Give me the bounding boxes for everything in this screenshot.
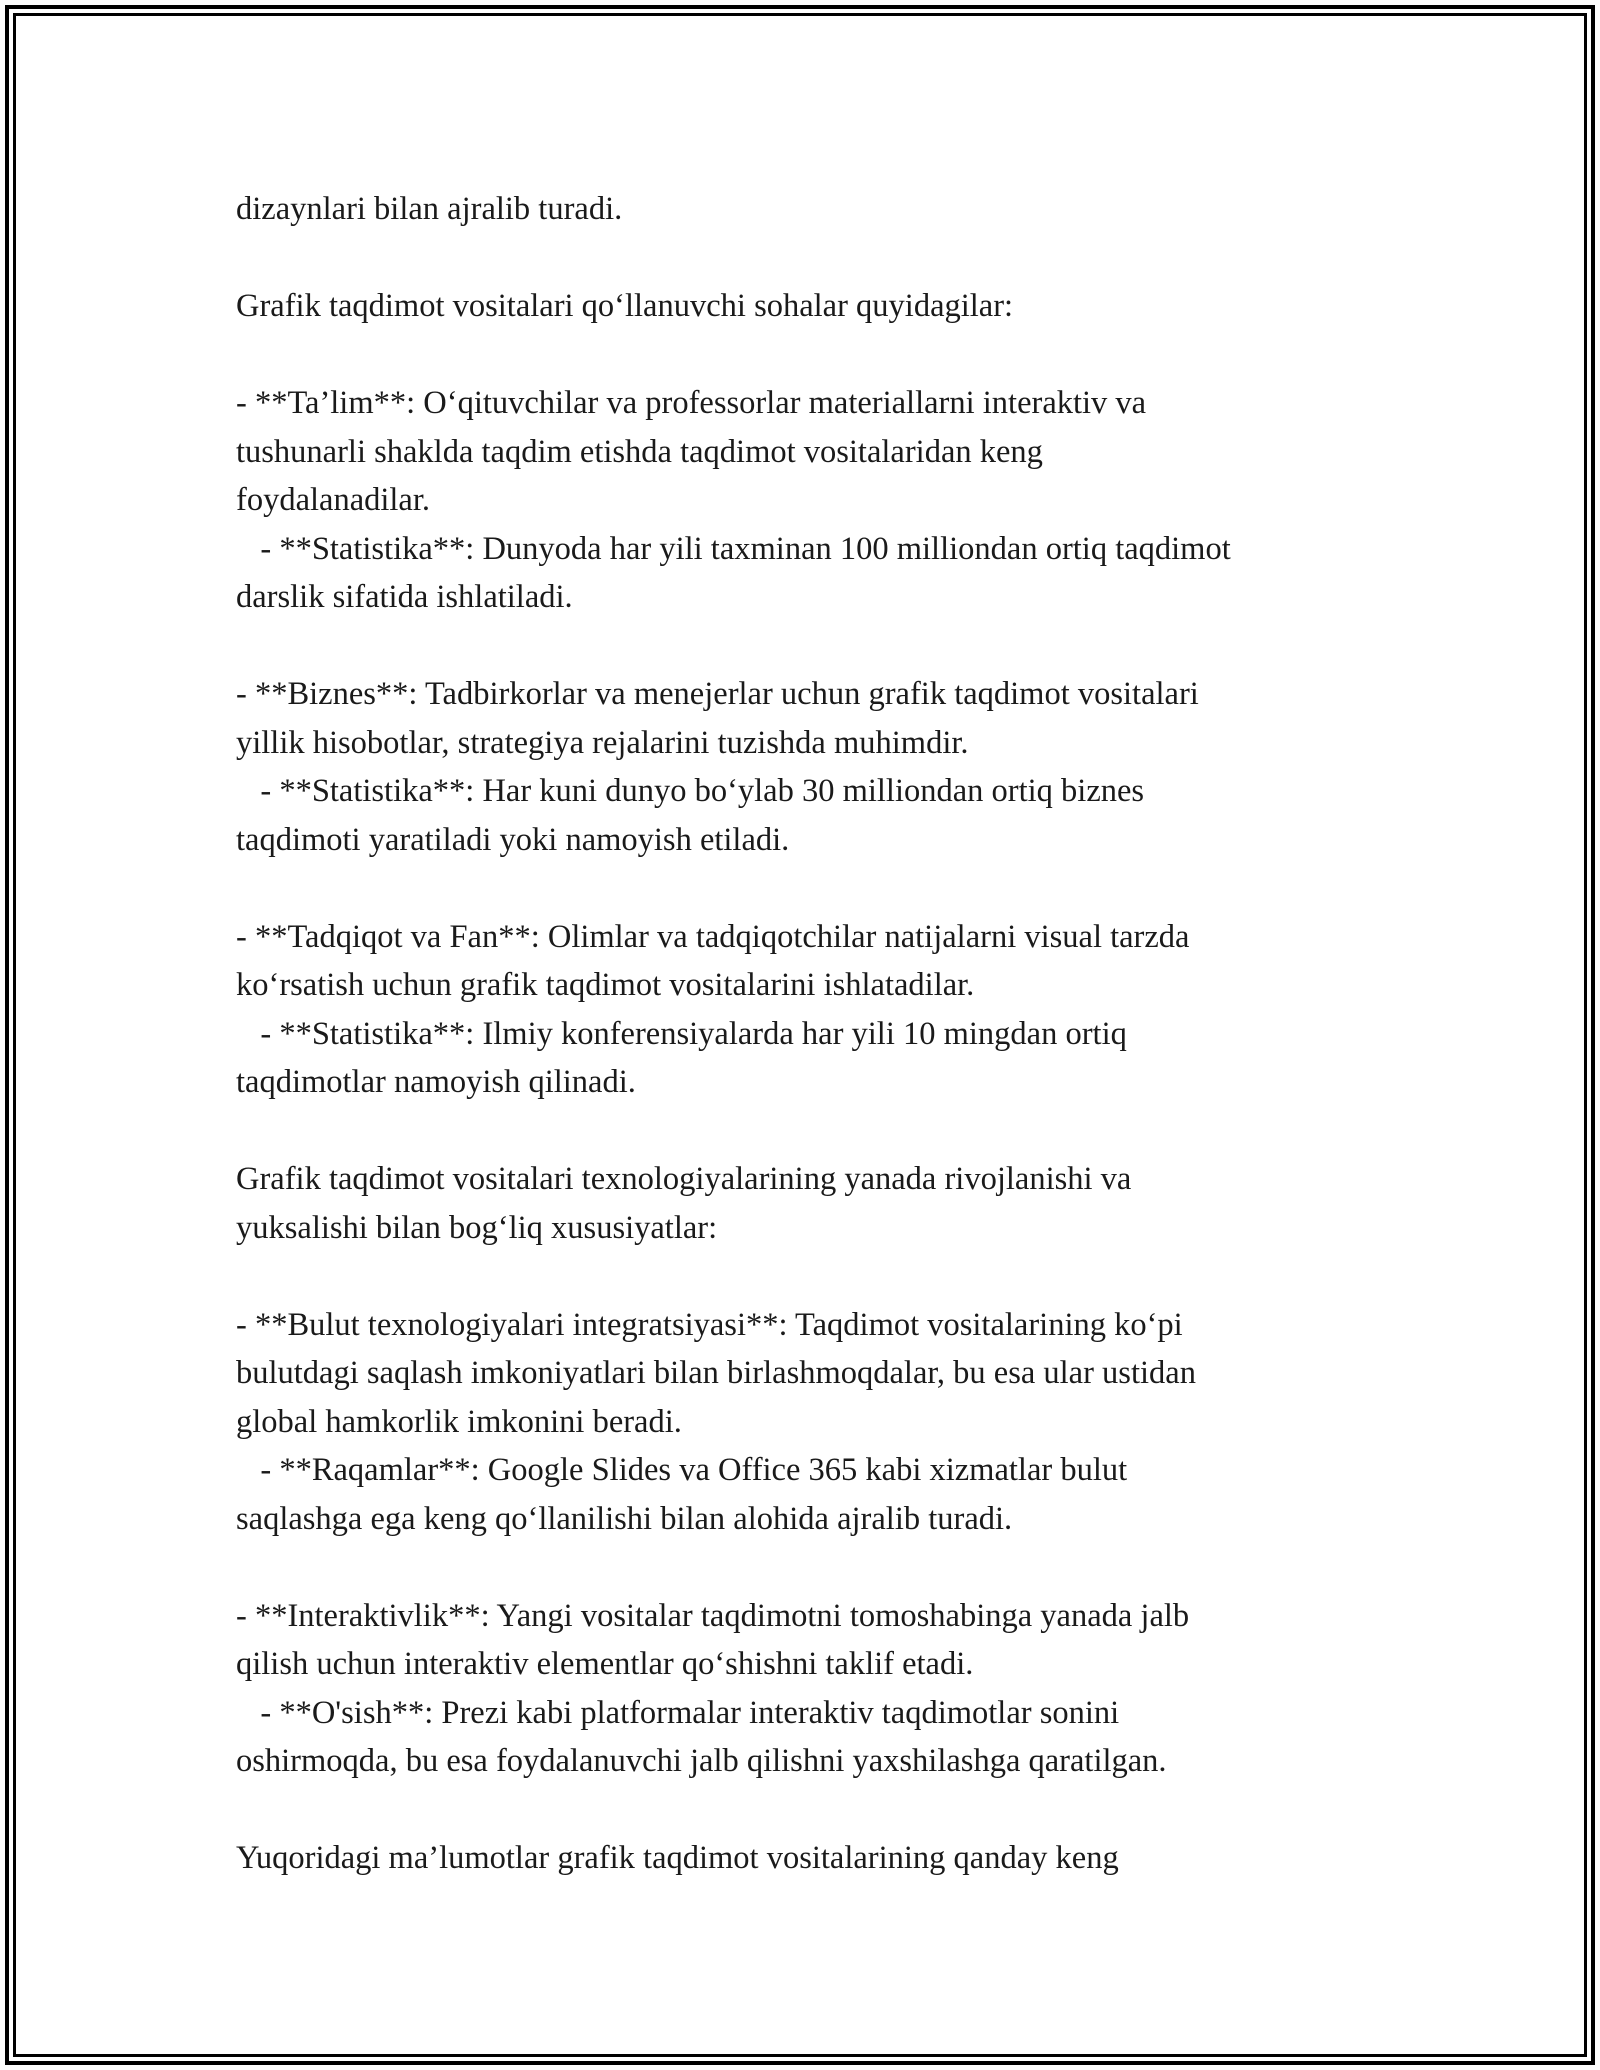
text-line: Yuqoridagi ma’lumotlar grafik taqdimot vositalarining qanday keng — [236, 1840, 1119, 1876]
text-line: dizaynlari bilan ajralib turadi. — [236, 191, 623, 227]
text-line: - **Biznes**: Tadbirkorlar va menejerlar uchun grafik taqdimot vositalari — [236, 676, 1199, 712]
text-line: ko‘rsatish uchun grafik taqdimot vositalarini ishlatadilar. — [236, 967, 975, 1003]
text-line: - **Statistika**: Ilmiy konferensiyalarda har yili 10 mingdan ortiq — [236, 1015, 1127, 1052]
text-line: taqdimoti yaratiladi yoki namoyish etiladi. — [236, 821, 790, 858]
text-line: bulutdagi saqlash imkoniyatlari bilan birlashmoqdalar, bu esa ular ustidan — [236, 1355, 1196, 1391]
text-line: - **Tadqiqot va Fan**: Olimlar va tadqiqotchilar natijalarni visual tarzda — [236, 918, 1190, 955]
text-line: tushunarli shaklda taqdim etishda taqdimot vositalaridan keng — [236, 433, 1043, 470]
text-line: - **Ta’lim**: O‘qituvchilar va professorlar materiallarni interaktiv va — [236, 385, 1147, 421]
text-line: foydalanadilar. — [236, 482, 431, 518]
text-line: yillik hisobotlar, strategiya rejalarini tuzishda muhimdir. — [236, 724, 969, 761]
text-line: qilish uchun interaktiv elementlar qo‘shishni taklif etadi. — [236, 1646, 974, 1682]
paragraph-gap — [236, 331, 1396, 380]
text-line: - **Raqamlar**: Google Slides va Office 365 kabi xizmatlar bulut — [236, 1452, 1128, 1488]
text-line: yuksalishi bilan bog‘liq xususiyatlar: — [236, 1209, 718, 1246]
paragraph-gap — [236, 1786, 1396, 1835]
text-line: - **Statistika**: Har kuni dunyo bo‘ylab 30 milliondan ortiq biznes — [236, 773, 1145, 809]
paragraph-gap — [236, 1252, 1396, 1301]
text-line: - **Bulut texnologiyalari integratsiyasi**: Taqdimot vositalarining ko‘pi — [236, 1306, 1183, 1343]
text-line: - **O'sish**: Prezi kabi platformalar interaktiv taqdimotlar sonini — [236, 1694, 1120, 1731]
document-body — [236, 185, 1396, 1883]
text-line: oshirmoqda, bu esa foydalanuvchi jalb qilishni yaxshilashga qaratilgan. — [236, 1743, 1167, 1779]
paragraph-gap — [236, 234, 1396, 283]
text-line: - **Statistika**: Dunyoda har yili taxminan 100 milliondan ortiq taqdimot — [236, 530, 1231, 567]
text-line: darslik sifatida ishlatiladi. — [236, 579, 573, 615]
text-line: global hamkorlik imkonini beradi. — [236, 1403, 682, 1440]
text-line: Grafik taqdimot vositalari qo‘llanuvchi sohalar quyidagilar: — [236, 288, 1014, 324]
paragraph-gap — [236, 622, 1396, 671]
text-line: - **Interaktivlik**: Yangi vositalar taqdimotni tomoshabinga yanada jalb — [236, 1597, 1190, 1634]
paragraph-gap — [236, 864, 1396, 913]
paragraph-gap — [236, 1107, 1396, 1156]
paragraph-gap — [236, 1543, 1396, 1592]
text-line: taqdimotlar namoyish qilinadi. — [236, 1064, 636, 1100]
text-line: Grafik taqdimot vositalari texnologiyalarining yanada rivojlanishi va — [236, 1161, 1132, 1197]
text-line: saqlashga ega keng qo‘llanilishi bilan alohida ajralib turadi. — [236, 1500, 1013, 1537]
